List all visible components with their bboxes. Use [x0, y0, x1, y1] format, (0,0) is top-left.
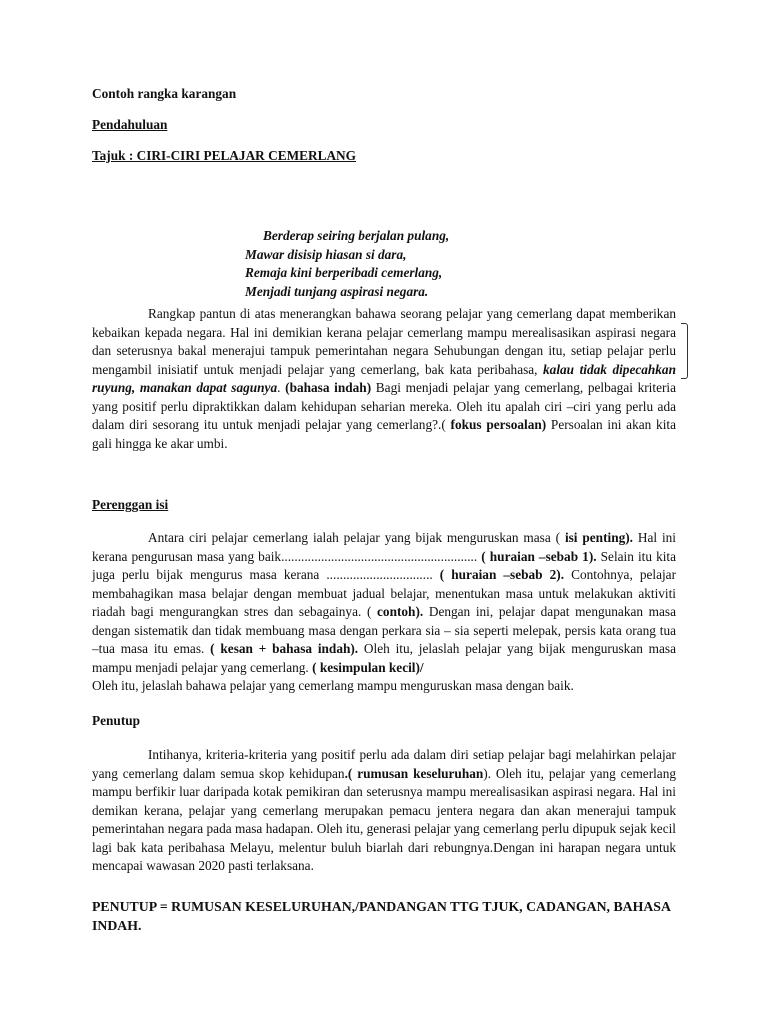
doc-title: Contoh rangka karangan: [92, 86, 237, 101]
body-paragraph: Antara ciri pelajar cemerlang ialah pelajar yang bijak menguruskan masa ( isi penting). Hal ini kerana pengurusan masa yang baik........................................................... ( huraian –sebab 1). Selain itu kita juga perlu bijak mengurus masa kerana ................................ ( huraian –sebab 2). Contohnya, pelajar membahagikan masa belajar dengan membuat jadual belajar, menentukan masa untuk melakukan aktiviti riadah bagi mengurangkan stres dan sebagainya. ( contoh). Dengan ini, pelajar dapat mengunakan masa dengan sistematik dan tidak membuang masa dengan perkara sia – sia seperti melepak, persis kata orang tua –tua masa itu emas. ( kesan + bahasa indah). Oleh itu, jelaslah pelajar yang bijak menguruskan masa mampu menjadi pelajar yang cemerlang. ( kesimpulan kecil)/ Oleh itu, jelaslah bahawa pelajar yang cemerlang mampu menguruskan masa dengan baik.: [92, 530, 677, 693]
intro-paragraph: Rangkap pantun di atas menerangkan bahawa seorang pelajar yang cemerlang dapat memberikan kebaikan kepada negara. Hal ini demikian kerana pelajar cemerlang mampu merealisasikan aspirasi negara dan seterusnya bakal menerajui tampuk pemerintahan negara Sehubungan dengan itu, setiap pelajar perlu mengambil inisiatif untuk menjadi pelajar yang cemerlang, bak kata peribahasa, kalau tidak dipecahkan ruyung, manakan dapat sagunya. (bahasa indah) Bagi menjadi pelajar yang cemerlang, pelbagai kriteria yang positif perlu dipraktikkan dalam kehidupan seharian mereka. Oleh itu apalah ciri –ciri yang perlu ada dalam diri sesorang itu untuk menjadi pelajar yang cemerlang?.( fokus persoalan) Persoalan ini akan kita gali hingga ke akar umbi.: [92, 306, 676, 451]
section-heading-close: Penutup: [92, 713, 141, 728]
margin-bracket: [681, 323, 688, 379]
topic-heading: Tajuk : CIRI-CIRI PELAJAR CEMERLANG: [92, 148, 357, 163]
section-heading-intro: Pendahuluan: [92, 117, 168, 132]
section-heading-body: Perenggan isi: [92, 497, 169, 512]
closing-summary-note: PENUTUP = RUMUSAN KESELURUHAN,/PANDANGAN TTG TJUK, CADANGAN, BAHASA INDAH.: [92, 899, 671, 933]
pantun-line: Remaja kini berperibadi cemerlang,: [245, 265, 443, 280]
pantun-line: Mawar disisip hiasan si dara,: [245, 246, 407, 262]
close-paragraph: Intihanya, kriteria-kriteria yang positif perlu ada dalam diri setiap pelajar bagi melahirkan pelajar yang cemerlang dalam semua skop kehidupan.( rumusan keseluruhan). Oleh itu, pelajar yang cemerlang mampu berfikir luar daripada kotak pemikiran dan seterusnya mampu merealisasikan aspirasi negara. Hal ini demikan kerana, pelajar yang cemerlang merupakan pemacu jentera negara dan akan menerajui tampuk pemerintahan negara pada masa hadapan. Oleh itu, generasi pelajar yang cemerlang perlu dipupuk sejak kecil lagi bak kata peribahasa Melayu, melentur buluh biarlah dari rebungnya.Dengan ini harapan negara untuk mencapai wawasan 2020 pasti terlaksana.: [92, 747, 677, 873]
pantun: [245, 227, 449, 301]
pantun-line: Menjadi tunjang aspirasi negara.: [245, 283, 429, 299]
pantun-line: Berderap seiring berjalan pulang,: [263, 228, 450, 243]
